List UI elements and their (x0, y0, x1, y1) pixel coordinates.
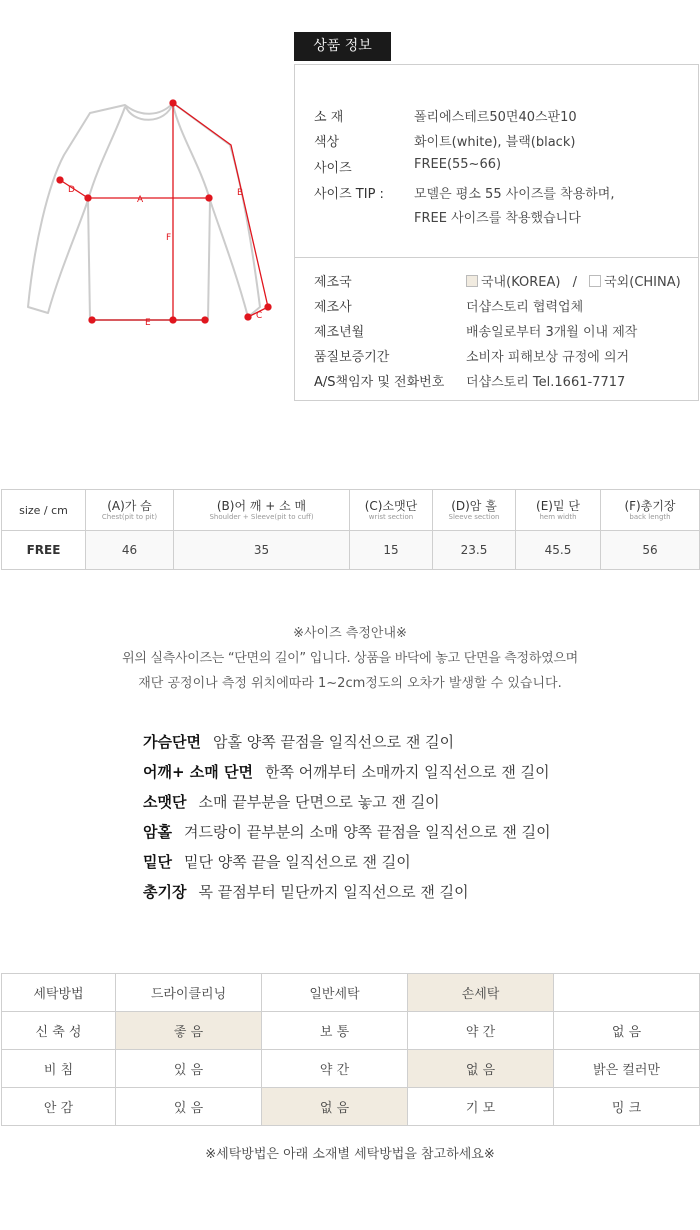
spec-value: 화이트(white), 블랙(black) (414, 135, 576, 150)
size-table (1, 489, 700, 570)
label-b: B (237, 188, 244, 198)
definition-item: 밑단 밑단 양쪽 끝을 일직선으로 잰 길이 (143, 853, 411, 871)
size-header-chest: (A)가 슴 Chest(pit to pit) (86, 490, 174, 531)
spec-value: FREE 사이즈를 착용했습니다 (414, 211, 581, 226)
size-table-header (2, 490, 700, 531)
spec-key: 소 재 (314, 110, 344, 125)
definition-item: 어깨+ 소매 단면 한쪽 어깨부터 소매까지 일직선으로 잰 길이 (143, 763, 550, 781)
size-value: 45.5 (516, 531, 601, 570)
spec-key: 사이즈 (314, 161, 352, 176)
domestic-label: 국내(KOREA) (481, 275, 561, 290)
size-value: 56 (601, 531, 700, 570)
size-header-wrist: (C)소맷단 wrist section (350, 490, 433, 531)
size-header-shoulder-sleeve: (B)어 깨 + 소 매 Shoulder + Sleeve(pit to cuff) (174, 490, 350, 531)
wash-row-label: 안 감 (2, 1088, 116, 1126)
label-e: E (145, 318, 151, 328)
definition-item: 소맷단 소매 끝부분을 단면으로 놓고 잰 길이 (143, 793, 440, 811)
wash-cell: 기 모 (408, 1088, 554, 1126)
notes-title: ※사이즈 측정안내※ (293, 626, 407, 641)
foreign-label: 국외(CHINA) (604, 275, 681, 290)
wash-row-stretch (2, 1012, 700, 1050)
label-c: C (256, 311, 263, 321)
wash-cell: 있 음 (116, 1088, 262, 1126)
mfg-key: 품질보증기간 (314, 350, 390, 365)
spec-key: 사이즈 TIP : (314, 187, 384, 202)
foreign-checkbox (589, 275, 601, 287)
notes-line-1: 위의 실측사이즈는 “단면의 길이” 입니다. 상품을 바닥에 놓고 단면을 측정하였으며 (122, 651, 578, 666)
wash-cell-selected: 없 음 (408, 1050, 554, 1088)
info-divider (295, 257, 698, 258)
spec-key: 색상 (314, 135, 340, 150)
wash-cell-selected: 없 음 (262, 1088, 408, 1126)
mfg-value: 소비자 피해보상 규정에 의거 (466, 350, 630, 365)
country-separator: / (572, 275, 577, 290)
size-header-length: (F)총기장 back length (601, 490, 700, 531)
size-diagram (20, 95, 280, 335)
size-value: 46 (86, 531, 174, 570)
product-info-box (294, 64, 699, 401)
label-a: A (137, 195, 144, 205)
wash-cell: 밝은 컬러만 (554, 1050, 700, 1088)
wash-row-label: 비 침 (2, 1050, 116, 1088)
wash-row-label: 세탁방법 (2, 974, 116, 1012)
size-value: 35 (174, 531, 350, 570)
wash-table (1, 973, 700, 1126)
wash-cell: 밍 크 (554, 1088, 700, 1126)
wash-cell: 일반세탁 (262, 974, 408, 1012)
wash-cell-selected: 좋 음 (116, 1012, 262, 1050)
definition-item: 암홀 겨드랑이 끝부분의 소매 양쪽 끝점을 일직선으로 잰 길이 (143, 823, 551, 841)
sweater-outline (28, 103, 263, 321)
wash-cell: 보 통 (262, 1012, 408, 1050)
label-d: D (68, 185, 75, 195)
wash-row-sheer (2, 1050, 700, 1088)
wash-cell: 없 음 (554, 1012, 700, 1050)
wash-cell (554, 974, 700, 1012)
wash-footnote: ※세탁방법은 아래 소재별 세탁방법을 참고하세요※ (205, 1147, 495, 1162)
definition-item: 가슴단면 암홀 양쪽 끝점을 일직선으로 잰 길이 (143, 733, 455, 751)
size-header-hem: (E)밑 단 hem width (516, 490, 601, 531)
product-info-tag: 상품 정보 (294, 32, 391, 61)
wash-cell: 드라이클리닝 (116, 974, 262, 1012)
wash-cell: 약 간 (408, 1012, 554, 1050)
wash-cell: 있 음 (116, 1050, 262, 1088)
mfg-value: 배송일로부터 3개월 이내 제작 (466, 325, 638, 340)
definition-item: 총기장 목 끝점부터 밑단까지 일직선으로 잰 길이 (143, 883, 469, 901)
size-header-corner: size / cm (2, 490, 86, 531)
table-row (2, 531, 700, 570)
size-header-armhole: (D)암 홀 Sleeve section (433, 490, 516, 531)
wash-row-method (2, 974, 700, 1012)
notes-line-2: 재단 공정이나 측정 위치에따라 1~2cm정도의 오차가 발생할 수 있습니다. (138, 676, 562, 691)
wash-cell-selected: 손세탁 (408, 974, 554, 1012)
wash-row-lining (2, 1088, 700, 1126)
mfg-value: 더샵스토리 Tel.1661-7717 (466, 375, 626, 390)
size-value: 23.5 (433, 531, 516, 570)
domestic-checkbox (466, 275, 478, 287)
mfg-key: 제조국 (314, 275, 352, 290)
size-label: FREE (2, 531, 86, 570)
country-options (466, 271, 681, 290)
mfg-value: 더샵스토리 협력업체 (466, 300, 584, 315)
spec-value: 모델은 평소 55 사이즈를 착용하며, (414, 187, 615, 202)
wash-row-label: 신 축 성 (2, 1012, 116, 1050)
spec-value: 폴리에스테르50면40스판10 (414, 110, 577, 125)
mfg-key: 제조사 (314, 300, 352, 315)
spec-value: FREE(55~66) (414, 157, 502, 172)
mfg-key: A/S책임자 및 전화번호 (314, 375, 445, 390)
mfg-key: 제조년월 (314, 325, 365, 340)
size-value: 15 (350, 531, 433, 570)
label-f: F (166, 233, 172, 243)
wash-cell: 약 간 (262, 1050, 408, 1088)
